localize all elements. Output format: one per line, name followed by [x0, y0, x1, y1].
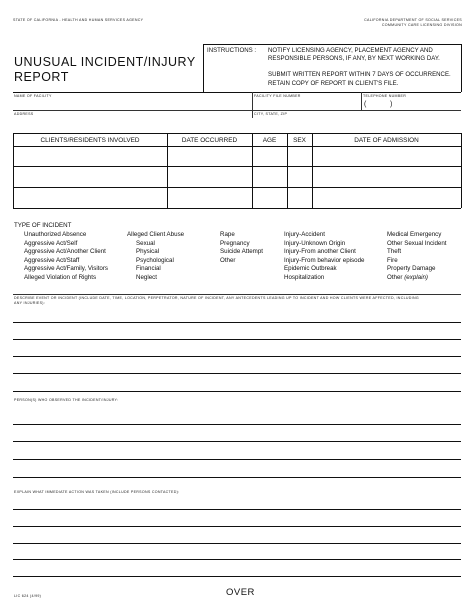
facility-divider-2	[361, 92, 362, 110]
persons-observed-label: PERSON(S) WHO OBSERVED THE INCIDENT/INJURY:	[14, 398, 119, 402]
facility-file-number-label: FACILITY FILE NUMBER	[254, 94, 301, 98]
persons-line	[13, 477, 461, 478]
incident-column-3	[220, 231, 263, 265]
explain-line	[13, 526, 461, 527]
address-label: ADDRESS	[14, 112, 34, 116]
incident-option[interactable]: Other Sexual Incident	[387, 239, 447, 247]
incident-option[interactable]: Medical Emergency	[387, 231, 442, 238]
agency-left: STATE OF CALIFORNIA - HEALTH AND HUMAN SERVICES AGENCY	[13, 18, 144, 22]
telephone-paren-open: (	[364, 101, 367, 108]
explain-note: (explain)	[404, 273, 428, 281]
facility-row-top-line	[13, 92, 461, 93]
incident-option[interactable]: Property Damage	[387, 265, 436, 273]
persons-line	[13, 424, 461, 425]
incident-option[interactable]: Alleged Violation of Rights	[24, 273, 97, 281]
incident-option-other-label: Other	[387, 273, 403, 281]
incident-option[interactable]: Epidemic Outbreak	[284, 265, 337, 273]
instructions-box-top	[203, 44, 461, 45]
incident-column-1	[24, 231, 108, 283]
incident-option[interactable]: Aggressive Act/Another Client	[24, 248, 106, 256]
incident-option[interactable]: Suicide Attempt	[220, 248, 263, 256]
incident-option[interactable]: Sexual	[136, 239, 155, 247]
explain-action-label: EXPLAIN WHAT IMMEDIATE ACTION WAS TAKEN (INCLUDE PERSONS CONTACTED):	[14, 490, 180, 494]
incident-option[interactable]: Hospitalization	[284, 273, 325, 281]
incident-option[interactable]: Aggressive Act/Family, Visitors	[24, 265, 109, 273]
instructions-line2: RESPONSIBLE PERSONS, IF ANY, BY NEXT WORKING DAY.	[268, 55, 440, 62]
incident-column-4	[284, 231, 364, 283]
describe-label-2: ANY INJURIES):	[14, 301, 46, 305]
city-state-zip-field[interactable]	[254, 116, 460, 126]
incident-option[interactable]: Pregnancy	[220, 239, 250, 247]
form-title	[14, 55, 196, 84]
incident-option[interactable]: Injury-Accident	[284, 231, 325, 238]
facility-file-number-field[interactable]	[254, 98, 359, 110]
incident-option[interactable]: Alleged Client Abuse	[127, 231, 185, 238]
telephone-number-label: TELEPHONE NUMBER	[363, 94, 407, 98]
header-sex: SEX	[293, 137, 306, 144]
form-title-line1: UNUSUAL INCIDENT/INJURY	[14, 55, 196, 69]
explain-line	[13, 509, 461, 510]
city-state-zip-label: CITY, STATE, ZIP	[254, 112, 288, 116]
facility-divider-1	[252, 92, 253, 118]
describe-section-top	[13, 294, 461, 295]
incident-option[interactable]: Other	[220, 256, 236, 264]
instructions-label: INSTRUCTIONS :	[207, 47, 257, 54]
table-row[interactable]	[14, 167, 460, 187]
incident-option[interactable]: Aggressive Act/Staff	[24, 256, 80, 264]
explain-line	[13, 543, 461, 544]
describe-text-area[interactable]	[13, 306, 461, 392]
header-clients-involved: CLIENTS/RESIDENTS INVOLVED	[40, 137, 140, 144]
instructions-box-left	[203, 44, 204, 92]
explain-line	[13, 559, 461, 560]
describe-label: DESCRIBE EVENT OR INCIDENT (INCLUDE DATE, TIME, LOCATION, PERPETRATOR, NATURE OF INCIDENT, ANY ANTECEDENTS LEADING UP TO INCIDENT AND HOW CLIENTS WERE AFFECTED, INCLUDING	[14, 296, 419, 300]
telephone-number-field[interactable]	[396, 98, 460, 110]
clients-table-bottom	[13, 208, 461, 209]
address-field[interactable]	[14, 116, 250, 126]
incident-option[interactable]: Aggressive Act/Self	[24, 239, 78, 247]
type-of-incident-heading: TYPE OF INCIDENT	[14, 222, 72, 229]
persons-line	[13, 441, 461, 442]
table-row[interactable]	[14, 147, 460, 166]
incident-option[interactable]: Injury-From behavior episode	[284, 256, 365, 264]
describe-line	[13, 322, 461, 323]
agency-right-line2: COMMUNITY CARE LICENSING DIVISION	[381, 23, 462, 27]
telephone-paren-close: )	[390, 101, 393, 108]
table-row[interactable]	[14, 188, 460, 208]
incident-option[interactable]	[387, 274, 447, 283]
instructions-line1: NOTIFY LICENSING AGENCY, PLACEMENT AGENCY AND	[268, 47, 433, 54]
incident-option[interactable]: Psychological	[136, 256, 174, 264]
header-date-occurred: DATE OCCURRED	[181, 137, 238, 144]
describe-line	[13, 356, 461, 357]
incident-column-5	[387, 231, 447, 283]
incident-option[interactable]: Theft	[387, 248, 402, 256]
form-title-line2: REPORT	[14, 69, 69, 84]
describe-line	[13, 391, 461, 392]
incident-option[interactable]: Neglect	[136, 273, 157, 281]
describe-line	[13, 373, 461, 374]
incident-option[interactable]: Injury-Unknown Origin	[284, 239, 346, 247]
incident-option[interactable]: Injury-From another Client	[284, 248, 356, 256]
incident-column-2	[127, 231, 184, 283]
address-row-top-line	[13, 110, 461, 111]
header-date-of-admission: DATE OF ADMISSION	[354, 137, 419, 144]
header-age: AGE	[262, 137, 277, 144]
explain-line	[13, 576, 461, 577]
incident-option[interactable]: Unauthorized Absence	[24, 231, 87, 238]
explain-action-text-area[interactable]	[13, 495, 461, 575]
instructions-line4: RETAIN COPY OF REPORT IN CLIENT'S FILE.	[268, 80, 399, 87]
form-number: LIC 624 (4/99)	[14, 594, 42, 598]
name-of-facility-label: NAME OF FACILITY	[14, 94, 52, 98]
incident-option[interactable]: Physical	[136, 248, 160, 256]
instructions-line3: SUBMIT WRITTEN REPORT WITHIN 7 DAYS OF OCCURRENCE.	[268, 71, 451, 78]
facility-name-field[interactable]	[14, 98, 250, 110]
incident-option[interactable]: Fire	[387, 256, 398, 264]
over-label: OVER	[226, 587, 255, 598]
incident-option[interactable]: Rape	[220, 231, 235, 238]
instructions-box-right	[461, 44, 462, 92]
describe-line	[13, 339, 461, 340]
incident-option[interactable]: Financial	[136, 265, 161, 273]
clients-table-right	[461, 133, 462, 208]
persons-line	[13, 459, 461, 460]
agency-right-line1: CALIFORNIA DEPARTMENT OF SOCIAL SERVICES	[364, 18, 462, 22]
clients-table-top	[13, 133, 461, 134]
